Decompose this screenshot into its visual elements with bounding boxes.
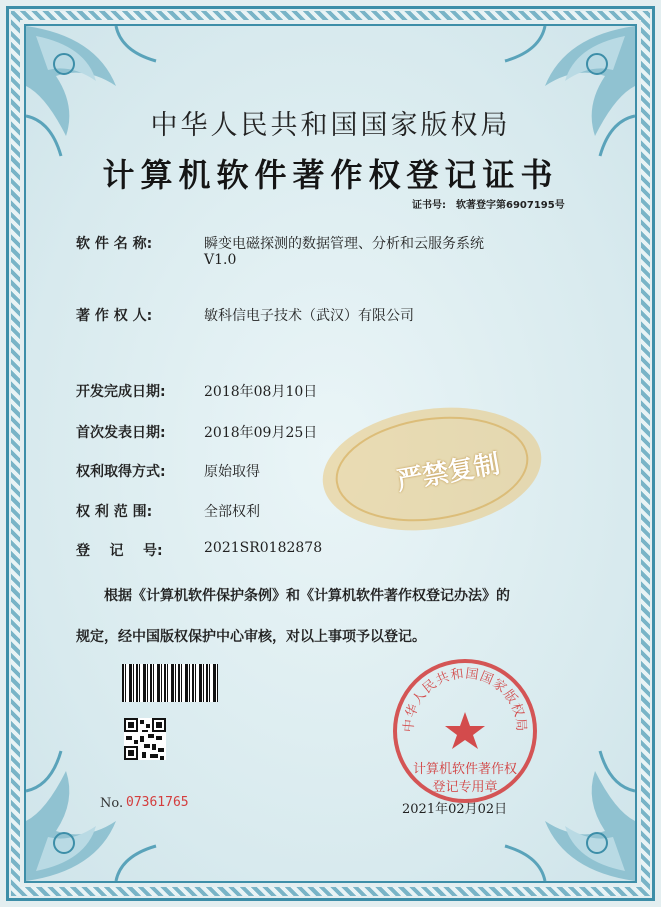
serial-label: No. <box>100 796 124 811</box>
field-label-first-publish-date: 首次发表日期: <box>76 425 166 441</box>
barcode-icon <box>122 664 218 702</box>
field-label-rights-scope: 权 利 范 围: <box>76 504 153 520</box>
field-label-software-name: 软 件 名 称: <box>76 236 153 252</box>
certificate-number-value: 软著登字第6907195号 <box>456 200 565 211</box>
issuer-heading: 中华人民共和国国家版权局 <box>150 110 511 141</box>
field-value-copyright-owner: 敏科信电子技术（武汉）有限公司 <box>204 308 414 324</box>
watermark-text: 严禁复制 <box>394 449 503 497</box>
field-value-dev-completion-date: 2018年08月10日 <box>204 384 318 400</box>
field-label-registration-number: 登 记 号: <box>76 543 163 559</box>
certificate-number <box>412 196 565 211</box>
field-value-rights-scope: 全部权利 <box>204 504 260 520</box>
seal-line-2: 登记专用章 <box>432 780 498 795</box>
statement-line-2: 规定，经中国版权保护中心审核，对以上事项予以登记。 <box>76 629 426 645</box>
field-label-copyright-owner: 著 作 权 人: <box>76 308 153 324</box>
issue-date: 2021年02月02日 <box>402 802 508 817</box>
field-label-dev-completion-date: 开发完成日期: <box>76 384 166 400</box>
statement-line-1: 根据《计算机软件保护条例》和《计算机软件著作权登记办法》的 <box>104 588 510 604</box>
field-value-registration-number: 2021SR0182878 <box>204 540 323 556</box>
field-value-first-publish-date: 2018年09月25日 <box>204 425 318 441</box>
field-value-software-name: 瞬变电磁探测的数据管理、分析和云服务系统 <box>204 236 484 252</box>
certificate-title: 计算机软件著作权登记证书 <box>102 156 559 194</box>
seal-line-1: 计算机软件著作权 <box>412 762 517 777</box>
certificate-number-label: 证书号: <box>412 200 446 211</box>
field-value-software-version: V1.0 <box>204 252 237 268</box>
serial-number: 07361765 <box>126 795 189 810</box>
qr-code-icon <box>124 718 166 760</box>
field-label-acquisition-method: 权利取得方式: <box>76 464 166 480</box>
seal-ring-text: 中华人民共和国国家版权局 <box>401 666 529 733</box>
field-value-acquisition-method: 原始取得 <box>204 464 260 480</box>
